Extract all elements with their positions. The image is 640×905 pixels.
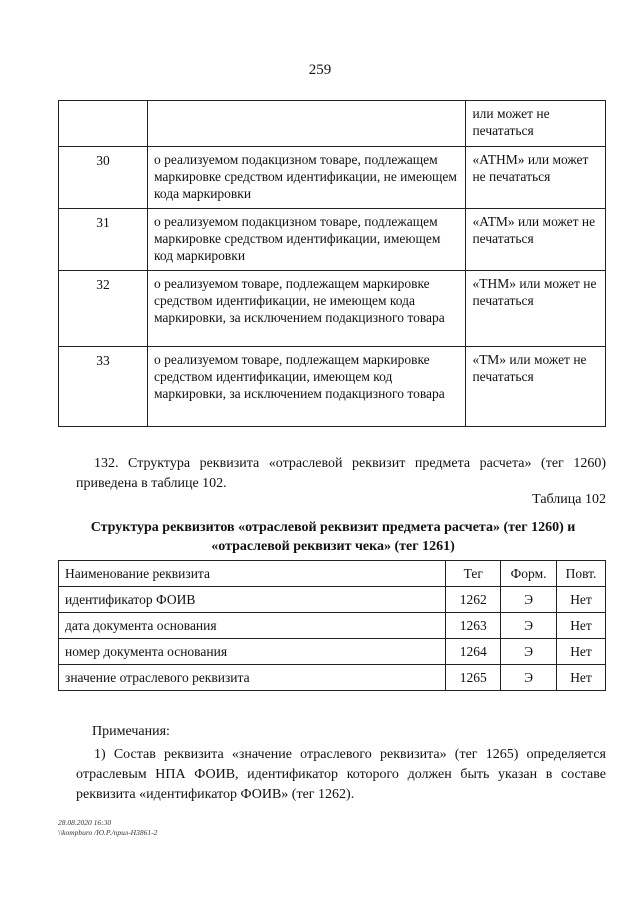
notes-heading: Примечания: — [92, 724, 170, 739]
cell-repeat: Нет — [557, 613, 606, 639]
table-row — [59, 613, 606, 639]
table-label: Таблица 102 — [532, 492, 606, 507]
cell-name: значение отраслевого реквизита — [59, 665, 446, 691]
cell-repeat: Нет — [557, 587, 606, 613]
row-description: о реализуемом подакцизном товаре, подлежащем маркировке средством идентификации, не имеющем кода маркировки — [147, 147, 465, 209]
row-description: о реализуемом товаре, подлежащем маркировке средством идентификации, имеющем код маркировки, за исключением подакцизного товара — [147, 347, 465, 427]
row-description: о реализуемом подакцизном товаре, подлежащем маркировке средством идентификации, имеющем код маркировки — [147, 209, 465, 271]
row-value: «АТМ» или может не печататься — [466, 209, 606, 271]
table-row — [59, 665, 606, 691]
row-value: «АТНМ» или может не печататься — [466, 147, 606, 209]
cell-tag: 1264 — [446, 639, 501, 665]
cell-name: номер документа основания — [59, 639, 446, 665]
table-title-line-1: Структура реквизитов «отраслевой реквизит предмета расчета» (тег 1260) и — [90, 520, 576, 535]
cell-repeat: Нет — [557, 639, 606, 665]
footer-path: \\kompburo /Ю.Р./прил-Н3861-2 — [58, 828, 158, 837]
row-number: 32 — [59, 271, 148, 347]
document-footer — [58, 818, 157, 838]
cell-name: идентификатор ФОИВ — [59, 587, 446, 613]
row-number: 30 — [59, 147, 148, 209]
table-row — [59, 101, 606, 147]
row-number: 33 — [59, 347, 148, 427]
cell-tag: 1262 — [446, 587, 501, 613]
table-title-line-2: «отраслевой реквизит чека» (тег 1261) — [211, 539, 455, 554]
table-row — [59, 271, 606, 347]
row-number — [59, 101, 148, 147]
cell-name: дата документа основания — [59, 613, 446, 639]
header-repeat: Повт. — [557, 561, 606, 587]
cell-format: Э — [501, 613, 557, 639]
cell-format: Э — [501, 587, 557, 613]
header-format: Форм. — [501, 561, 557, 587]
row-value: «ТМ» или может не печататься — [466, 347, 606, 427]
table-row — [59, 209, 606, 271]
cell-tag: 1265 — [446, 665, 501, 691]
paragraph-132: 132. Структура реквизита «отраслевой реквизит предмета расчета» (тег 1260) приведена в таблице 102. — [76, 456, 606, 491]
row-description — [147, 101, 465, 147]
row-value: или может не печататься — [466, 101, 606, 147]
table-row — [59, 587, 606, 613]
footer-timestamp: 28.08.2020 16:30 — [58, 818, 112, 827]
row-number: 31 — [59, 209, 148, 271]
table-row — [59, 639, 606, 665]
page-number: 259 — [308, 62, 332, 78]
row-value: «ТНМ» или может не печататься — [466, 271, 606, 347]
table-title — [58, 518, 608, 556]
table-header-row — [59, 561, 606, 587]
table-row — [59, 347, 606, 427]
table-row — [59, 147, 606, 209]
header-name: Наименование реквизита — [59, 561, 446, 587]
notes-body — [76, 745, 606, 805]
receipt-attributes-table — [58, 100, 606, 427]
cell-repeat: Нет — [557, 665, 606, 691]
cell-tag: 1263 — [446, 613, 501, 639]
note-1: 1) Состав реквизита «значение отраслевого реквизита» (тег 1265) определяется отраслевым НПА ФОИВ, идентификатор которого должен быть указан в составе реквизита «идентификатор ФОИВ» (тег 1262). — [76, 747, 606, 802]
industry-attributes-table — [58, 560, 606, 691]
cell-format: Э — [501, 639, 557, 665]
cell-format: Э — [501, 665, 557, 691]
row-description: о реализуемом товаре, подлежащем маркировке средством идентификации, не имеющем кода маркировки, за исключением подакцизного товара — [147, 271, 465, 347]
header-tag: Тег — [446, 561, 501, 587]
